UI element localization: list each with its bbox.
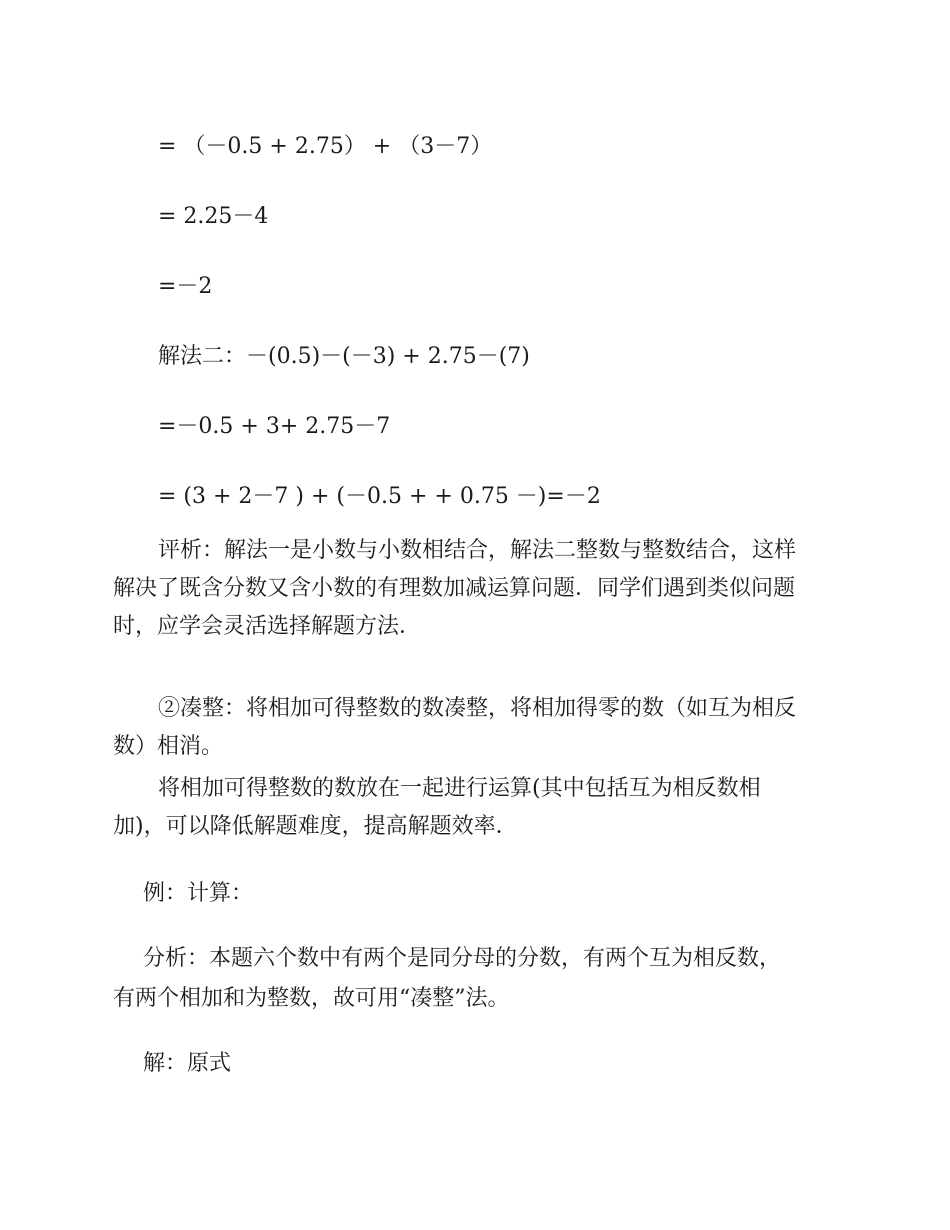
equation-line-6: = (3 + 2－7 ) + (－0.5 + + 0.75 －)=－2: [158, 484, 601, 509]
solution-method-two-line: 解法二：－(0.5)－(－3) + 2.75－(7): [158, 344, 530, 369]
comment-line-3: 时，应学会灵活选择解题方法．: [113, 614, 422, 639]
comment-line-2: 解决了既含分数又含小数的有理数加减运算问题．同学们遇到类似问题: [113, 576, 796, 601]
method-two-heading-line-1: ②凑整：将相加可得整数的数凑整，将相加得零的数（如互为相反: [158, 696, 797, 721]
method-two-detail-line-1: 将相加可得整数的数放在一起进行运算(其中包括互为相反数相: [158, 776, 761, 801]
method-two-heading-line-2: 数）相消。: [113, 734, 224, 759]
analysis-line-1: 分析：本题六个数中有两个是同分母的分数，有两个互为相反数，: [143, 946, 782, 971]
example-label: 例：计算：: [143, 881, 254, 906]
equation-line-3: =－2: [158, 274, 213, 299]
equation-line-1: = （－0.5 + 2.75） + （3－7）: [158, 134, 493, 159]
method-two-detail-line-2: 加)，可以降低解题难度，提高解题效率．: [113, 814, 518, 839]
equation-line-2: = 2.25－4: [158, 204, 269, 229]
comment-line-1: 评析：解法一是小数与小数相结合，解法二整数与整数结合，这样: [158, 538, 797, 563]
analysis-line-2: 有两个相加和为整数，故可用“凑整”法。: [113, 986, 510, 1011]
equation-line-5: =－0.5 + 3+ 2.75－7: [158, 414, 391, 439]
solution-label: 解：原式: [143, 1051, 232, 1076]
